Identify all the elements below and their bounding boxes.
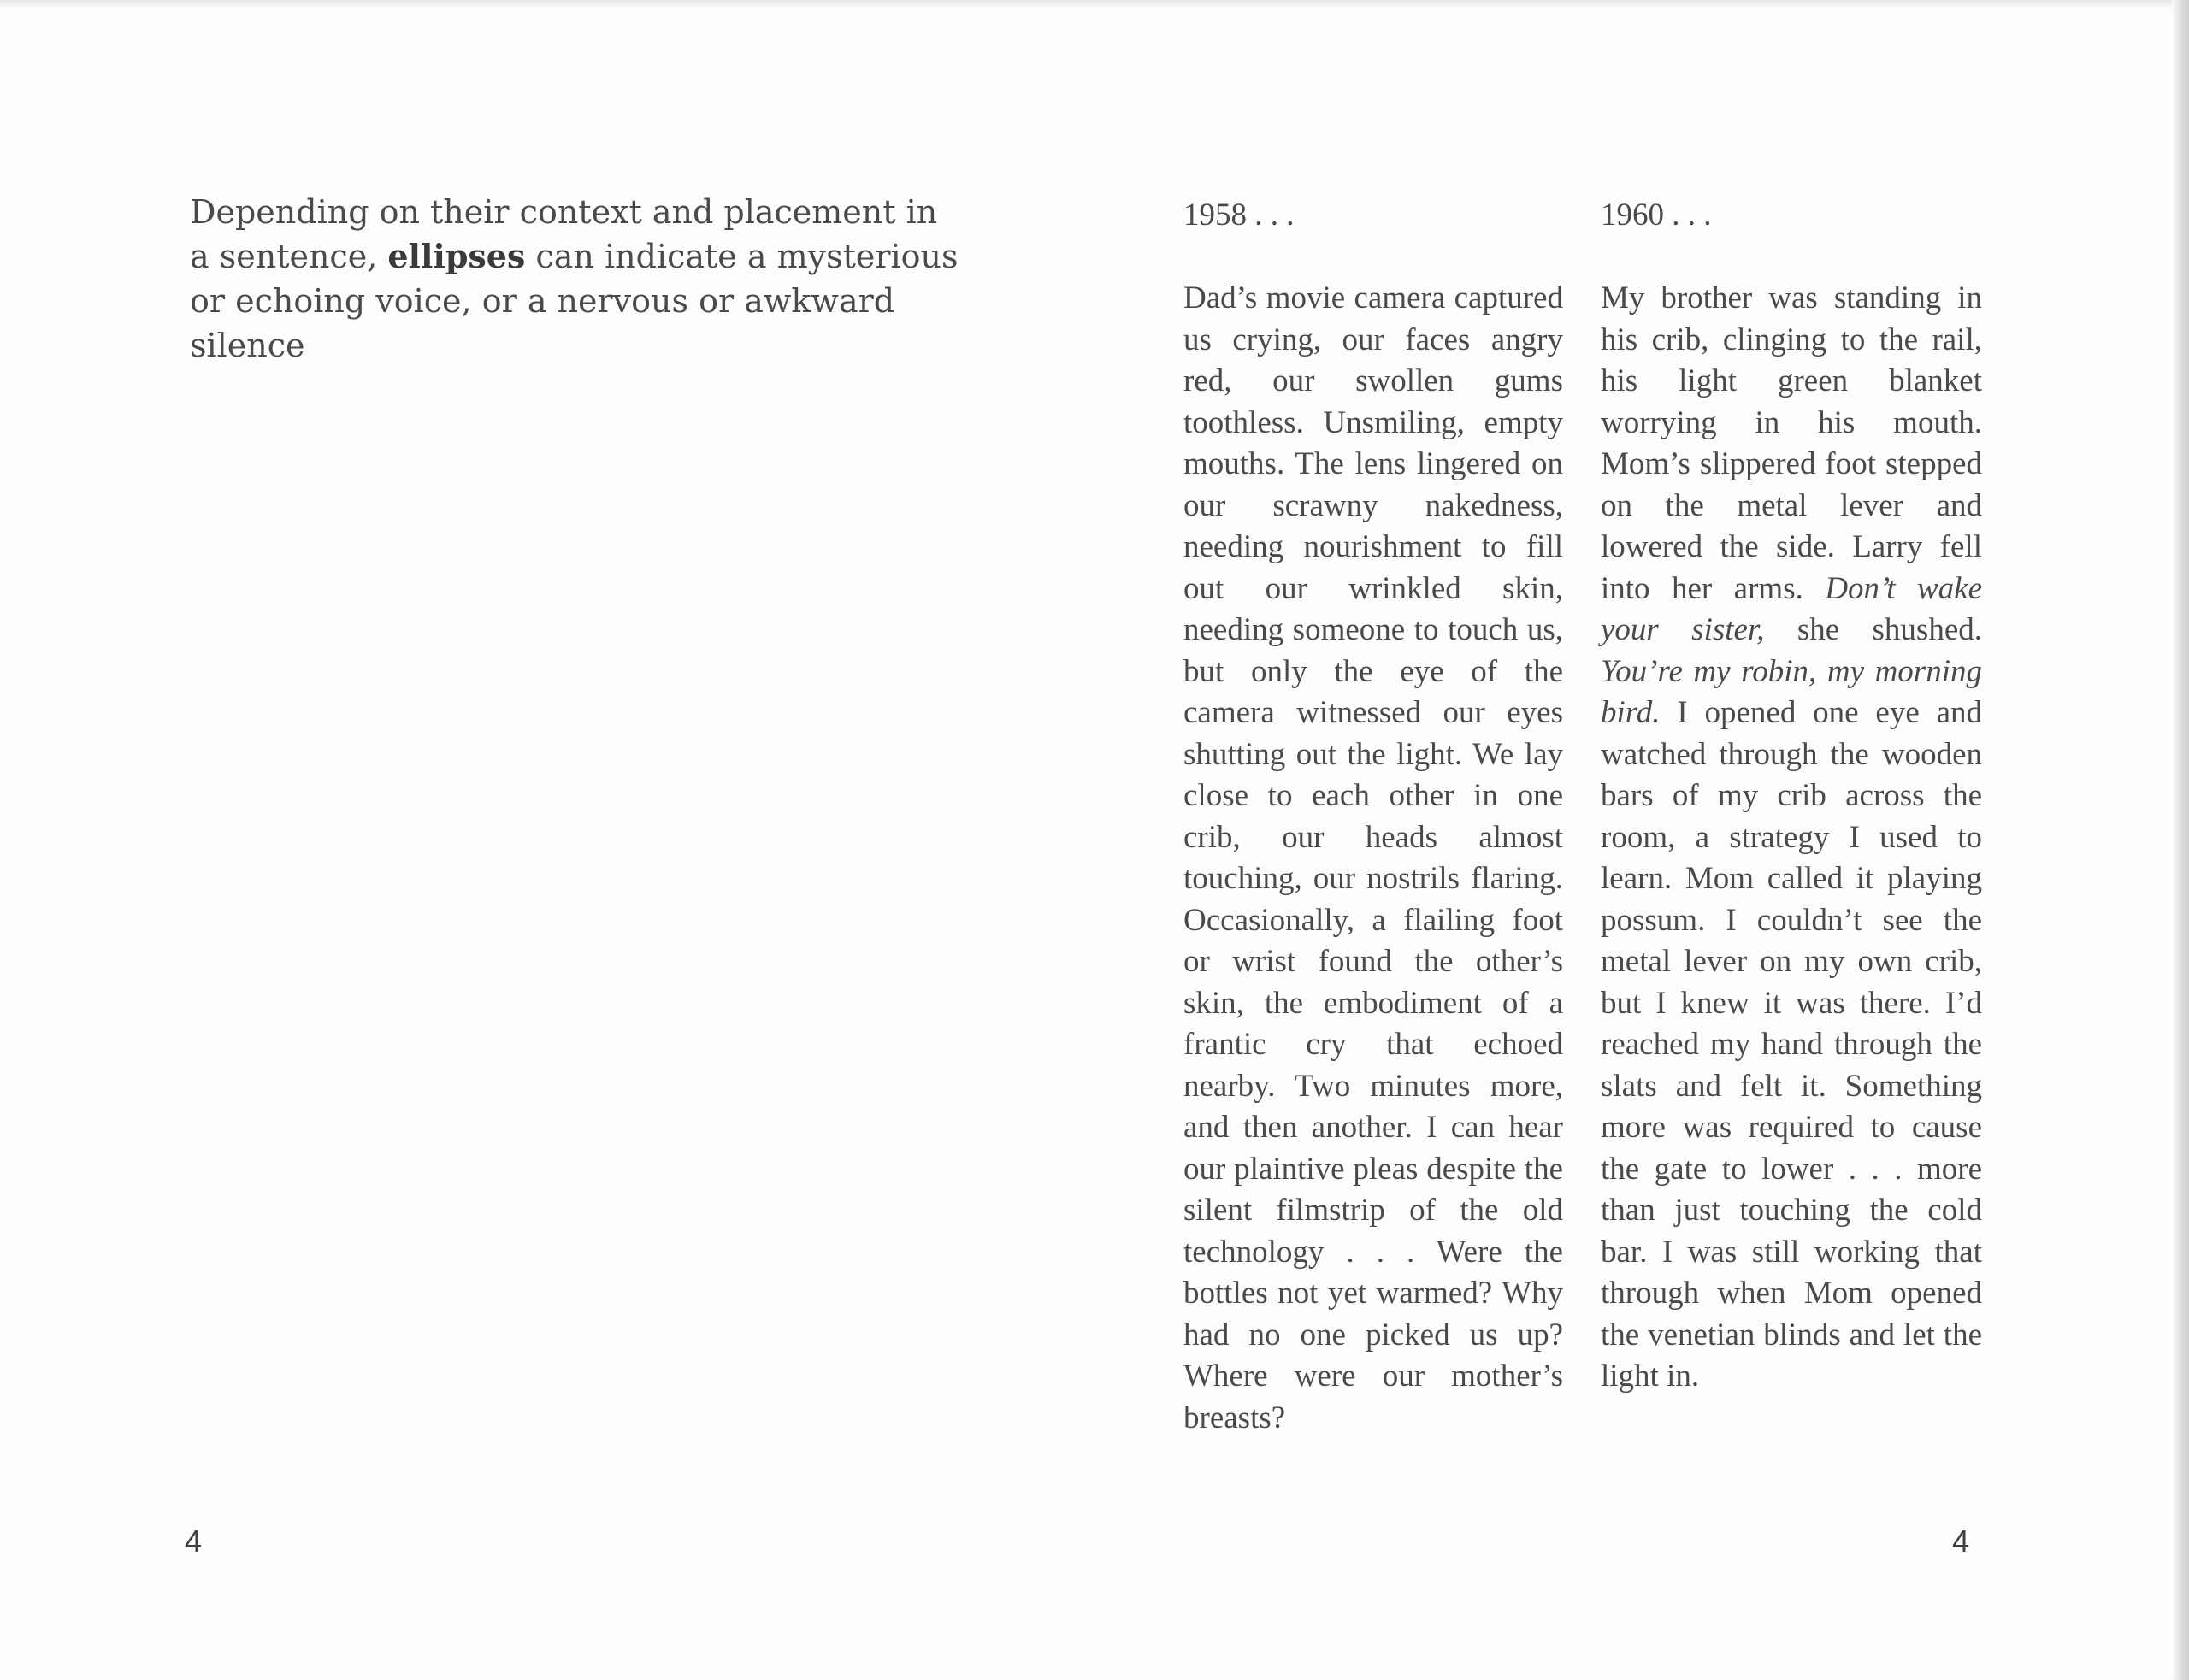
story-column-1960 [1601, 195, 1982, 1398]
story-text-1960 [1601, 278, 1982, 1398]
right-page-number: 4 [1952, 1524, 1970, 1559]
story-text-1960-part-1: My brother was standing in his crib, clinging to the rail, his light green blanket worrying in his mouth. Mom’s slippered foot stepped on the metal lever and lowered the side. Larry fell into her arms. [1601, 280, 1982, 606]
intro-text-end: can indicate a mysterious or echoing voice, or a nervous or awkward silence [190, 238, 959, 364]
story-text-1960-part-2: she shushed. [1764, 612, 1982, 647]
story-text-1958: Dad’s movie camera captured us crying, our faces angry red, our swollen gums toothless. Unsmiling, empty mouths. The lens lingered on our scrawny nakedness, needing nourishment to fill out our wrinkled skin, needing someone to touch us, but only the eye of the camera witnessed our eyes shutting out the light. We lay close to each other in one crib, our heads almost touching, our nostrils flaring. Occasionally, a flailing foot or wrist found the other’s skin, the embodiment of a frantic cry that echoed nearby. Two minutes more, and then another. I can hear our plaintive pleas despite the silent filmstrip of the old technology . . . Were the bottles not yet warmed? Why had no one picked us up? Where were our mother’s breasts? [1183, 280, 1563, 1435]
page-edge-shadow [2172, 0, 2189, 1680]
italic-dialogue-2: You’re my robin, my morning bird. [1601, 653, 1982, 730]
intro-paragraph [190, 190, 959, 368]
intro-text-start: Depending on their context and placement in a sentence, [190, 193, 938, 275]
italic-dialogue-1: Don’t wake your sister, [1601, 570, 1982, 647]
year-heading-1958: 1958 . . . [1183, 197, 1295, 233]
story-column-1958 [1183, 195, 1563, 1439]
story-text-1960-part-3: I opened one eye and watched through the wooden bars of my crib across the room, a strategy I used to learn. Mom called it playing possum. I couldn’t see the metal lever on my own crib, but I knew it was there. I’d reached my hand through the slats and felt it. Something more was required to cause the gate to lower . . . more than just touching the cold bar. I was still working that through when Mom opened the venetian blinds and let the light in. [1601, 695, 1982, 1394]
left-page [0, 0, 1094, 1680]
year-heading-1960: 1960 . . . [1601, 197, 1712, 233]
ellipses-term: ellipses [387, 237, 526, 275]
left-page-number: 4 [185, 1524, 203, 1559]
